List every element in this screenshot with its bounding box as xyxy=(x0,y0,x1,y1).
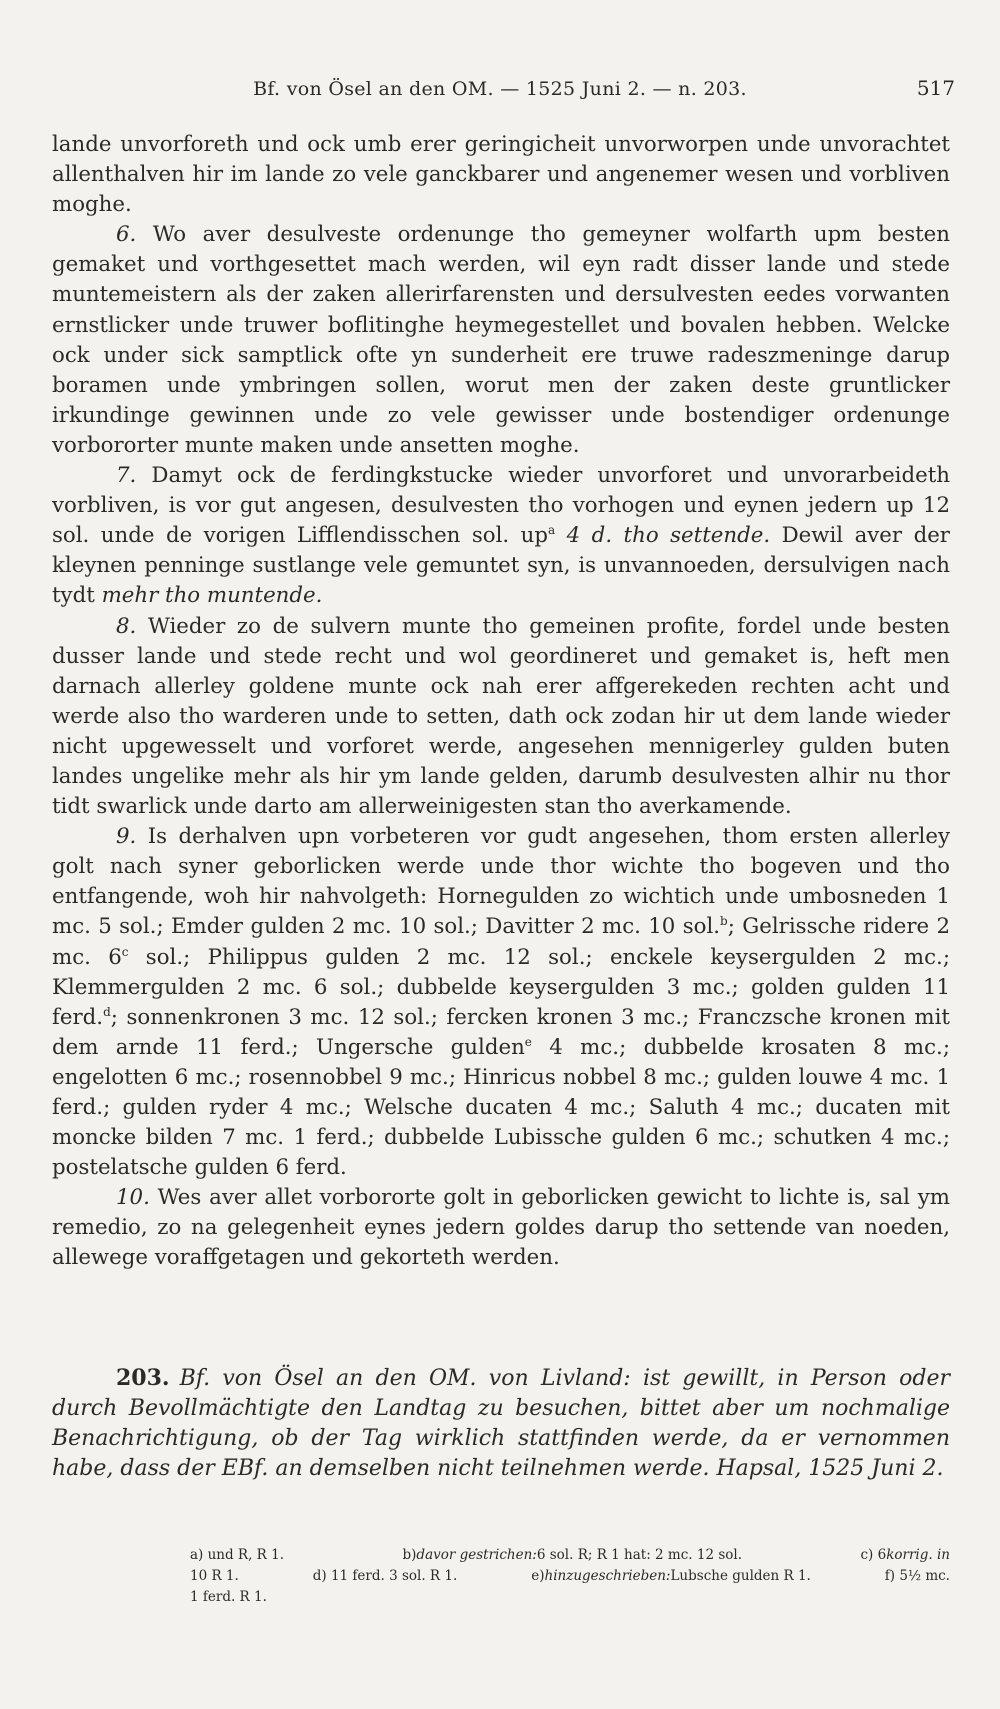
footnote-marker: c xyxy=(121,944,129,959)
paragraph-text: Dewil aver der kleynen penninge sustlange vele gemuntet syn, is unvannoeden, dersulvigen nach tydt xyxy=(52,523,950,609)
footnote-a: a) und R, R 1. xyxy=(190,1547,285,1563)
running-title: Bf. von Ösel an den OM. — 1525 Juni 2. — n. 203. xyxy=(253,78,747,100)
paragraph-continuation xyxy=(52,130,950,220)
footnotes xyxy=(190,1545,950,1608)
footnote-f: f) 5½ mc. xyxy=(884,1568,950,1584)
footnote-c: c) 6korrig. in xyxy=(860,1547,950,1563)
regest-text: Bf. von Ösel an den OM. von Livland: ist gewillt, in Person oder durch Bevollmächtigte den Landtag zu besuchen, bittet aber um nochmalige Benachrichtigung, ob der Tag wirklich stattfinden werde, da er vernommen habe, dass der EBf. an demselben nicht teilnehmen werde. Hapsal, 1525 Juni 2. xyxy=(52,1366,950,1481)
footnote-line xyxy=(190,1545,950,1566)
document-regest xyxy=(52,1363,950,1484)
section-number: 7. xyxy=(116,463,137,489)
paragraph-text: ; sonnenkronen 3 mc. 12 sol.; fercken kronen 3 mc.; Franczsche kronen mit dem arnde 11 ferd.; Ungersche gulden xyxy=(52,1004,950,1060)
footnote-c-continued: 10 R 1. xyxy=(190,1568,239,1584)
section-number: 6. xyxy=(116,222,137,248)
footnote-e: e)hinzugeschrieben:Lubsche gulden R 1. xyxy=(531,1568,811,1584)
footnote-b: b)davor gestrichen:6 sol. R; R 1 hat: 2 mc. 12 sol. xyxy=(402,1547,743,1563)
paragraph-text: 4 d. tho settende. xyxy=(555,523,771,549)
paragraph-text: mehr tho muntende. xyxy=(101,583,323,609)
paragraph-text: Wo aver desulveste ordenunge tho gemeyner wolfarth upm besten gemaket und vorthgesettet mach werden, wil eyn radt disser lande und stede muntemeistern als der zaken allerirfarensten und dersulvesten eedes vorwanten ernstlicker unde truwer boflitinghe heymegestellet und bovalen hebben. Welcke ock under sick samptlick ofte yn sunderheit ere truwe radeszmeninge darup boramen unde ymbringen sollen, worut men der zaken deste gruntlicker irkundinge gewinnen unde zo vele gewisser unde bostendiger ordenunge vorbororter munte maken unde ansetten moghe. xyxy=(52,222,950,458)
paragraph-8 xyxy=(52,612,950,823)
footnote-marker: d xyxy=(103,1004,111,1019)
paragraph-text: ; Gelrissche ridere 2 mc. 6 xyxy=(52,914,950,970)
footnote-line xyxy=(190,1566,950,1587)
footnote-marker: b xyxy=(720,914,728,929)
paragraph-text: Wieder zo de sulvern munte tho gemeinen profite, fordel unde besten dusser lande und stede recht und wol geordineret und gemaket is, heft men darnach allerley goldene munte ock nah erer affgerekeden rechten acht und werde also tho warderen unde to setten, dath ock zodan hir ut dem lande wieder nicht upgewesselt und vorforet werde, angesehen mennigerley gulden buten landes ungelike mehr als hir ym lande gelden, darumb desulvesten alhir nu thor tidt swarlick unde darto am allerweinigesten stan tho averkamende. xyxy=(52,613,950,820)
paragraph-text: Damyt ock de ferdingkstucke wieder unvorforet und unvorarbeideth vorbliven, is vor gut angesen, desulvesten tho vorhogen und eynen jedern up 12 sol. unde de vorigen Lifflendisschen sol. up xyxy=(52,463,950,549)
paragraph-text: Wes aver allet vorbororte golt in geborlicken gewicht to lichte is, sal ym remedio, zo na gelegenheit eynes jedern goldes darup tho settende van noeden, allewege voraffgetagen und gekorteth werden. xyxy=(52,1185,950,1271)
section-number: 8. xyxy=(116,613,137,639)
footnote-f-continued: 1 ferd. R 1. xyxy=(190,1589,267,1605)
paragraph-6 xyxy=(52,220,950,461)
paragraph-7 xyxy=(52,461,950,611)
footnote-line xyxy=(190,1587,950,1608)
paragraph-text: Is derhalven upn vorbeteren vor gudt angesehen, thom ersten allerley golt nach syner geborlicken werde unde thor wichte tho bogeven und tho entfangende, woh hir nahvolgeth: Hornegulden zo wichtich unde umbosneden 1 mc. 5 sol.; Emder gulden 2 mc. 10 sol.; Davitter 2 mc. 10 sol. xyxy=(52,824,950,940)
paragraph-text: sol.; Philippus gulden 2 mc. 12 sol.; enckele keysergulden 2 mc.; Klemmergulden 2 mc. 6 sol.; dubbelde keysergulden 3 mc.; golden gulden 11 ferd. xyxy=(52,944,950,1030)
body-text xyxy=(52,130,950,1274)
footnote-marker: e xyxy=(524,1034,532,1049)
section-number: 10. xyxy=(116,1185,150,1211)
footnote-d: d) 11 ferd. 3 sol. R 1. xyxy=(312,1568,458,1584)
section-number: 9. xyxy=(116,824,137,850)
paragraph-10 xyxy=(52,1183,950,1273)
paragraph-text: lande unvorforeth und ock umb erer geringicheit unvorworpen unde unvorachtet allenthalven hir im lande zo vele ganckbarer und angenemer wesen und vorbliven moghe. xyxy=(52,132,950,218)
footnote-marker: a xyxy=(548,523,556,538)
paragraph-text: 4 mc.; dubbelde krosaten 8 mc.; engelotten 6 mc.; rosennobbel 9 mc.; Hinricus nobbel 8 mc.; gulden louwe 4 mc. 1 ferd.; gulden ryder 4 mc.; Welsche ducaten 4 mc.; Saluth 4 mc.; ducaten mit moncke bilden 7 mc. 1 ferd.; dubbelde Lubissche gulden 6 mc.; schutken 4 mc.; postelatsche gulden 6 ferd. xyxy=(52,1034,950,1181)
page-number: 517 xyxy=(916,76,955,100)
paragraph-9 xyxy=(52,822,950,1183)
document-number: 203. xyxy=(116,1365,170,1391)
